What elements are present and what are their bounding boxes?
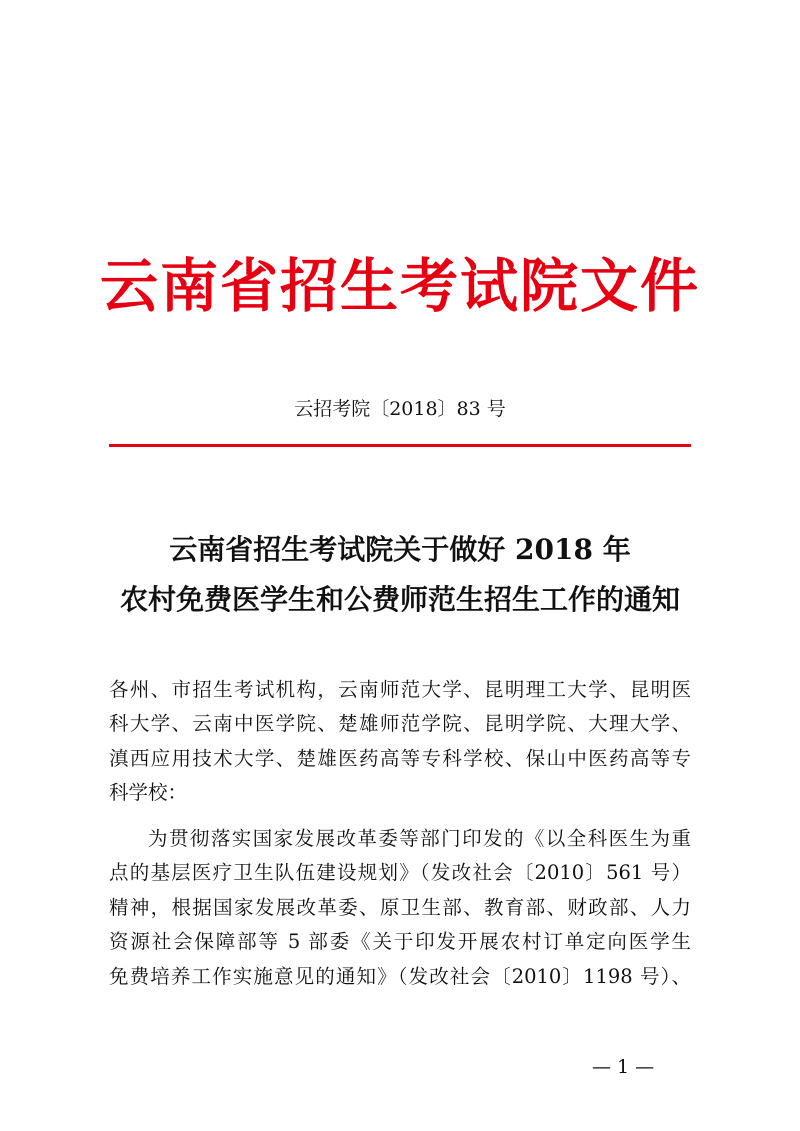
document-number: 云招考院〔2018〕83 号	[294, 398, 506, 420]
notice-title-line-2: 农村免费医学生和公费师范生招生工作的通知	[119, 583, 680, 616]
addressee-line: 科大学、云南中医学院、楚雄师范学院、昆明学院、大理大学、	[109, 712, 691, 736]
addressee-line: 科学校：	[109, 781, 188, 805]
red-separator-line	[109, 444, 691, 447]
page-number: — 1 —	[592, 1056, 655, 1078]
paragraph-line: 免费培养工作实施意见的通知》（发改社会〔2010〕1198 号）、	[109, 964, 691, 988]
notice-title-line-1: 云南省招生考试院关于做好 2018 年	[169, 533, 631, 566]
body-paragraph	[109, 822, 691, 994]
issuing-organization-header: 云南省招生考试院文件	[99, 252, 700, 320]
paragraph-line: 资源社会保障部等 5 部委《关于印发开展农村订单定向医学生	[109, 930, 691, 954]
addressee-block	[109, 673, 691, 811]
addressee-line: 各州、市招生考试机构，云南师范大学、昆明理工大学、昆明医	[109, 678, 691, 701]
addressee-line: 滇西应用技术大学、楚雄医药高等专科学校、保山中医药高等专	[109, 746, 691, 770]
paragraph-line: 精神，根据国家发展改革委、原卫生部、教育部、财政部、人力	[109, 895, 691, 919]
paragraph-line: 为贯彻落实国家发展改革委等部门印发的《以全科医生为重	[148, 827, 691, 850]
paragraph-line: 点的基层医疗卫生队伍建设规划》（发改社会〔2010〕561 号）	[109, 861, 691, 885]
